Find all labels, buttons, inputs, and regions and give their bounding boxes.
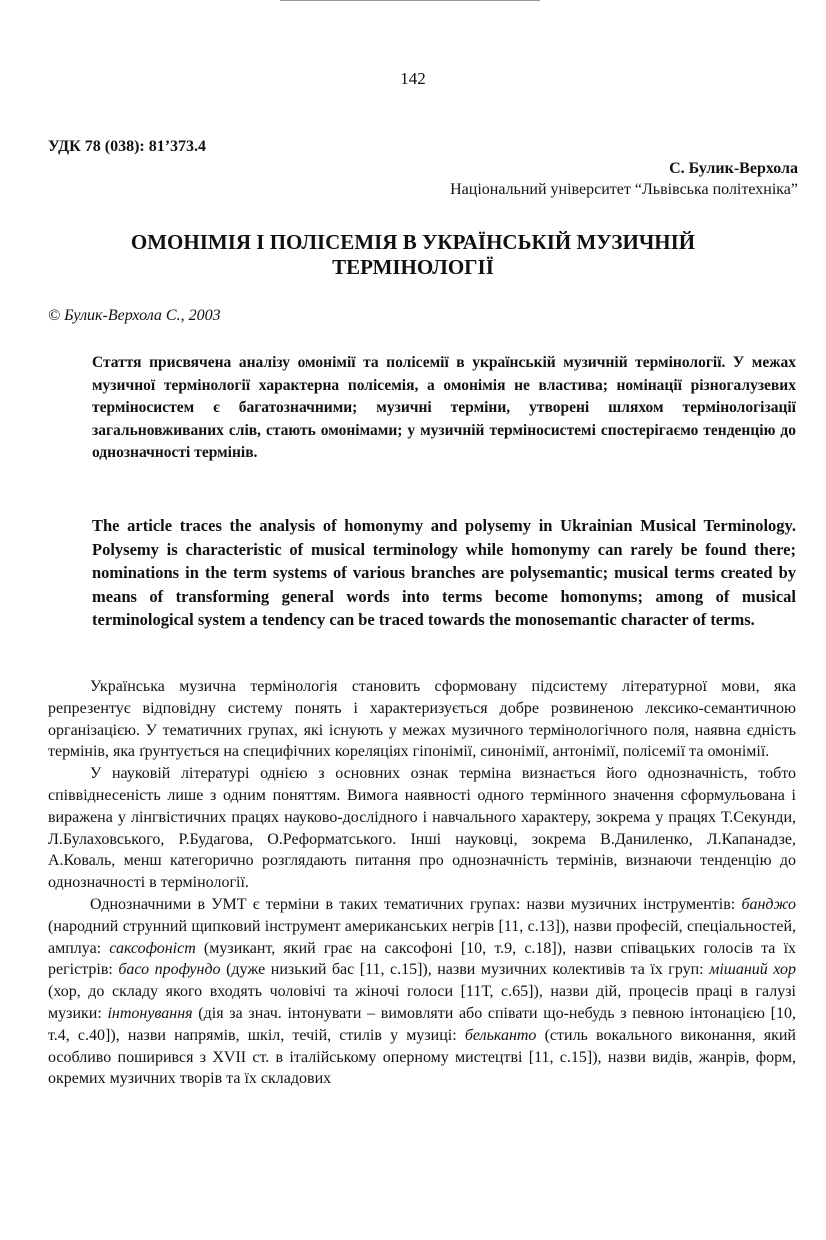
term-bel-canto: бельканто: [464, 1026, 537, 1044]
text-segment: (дія за знач. інтонувати – вимовляти або співати що-небудь з певною інтонацією [10, т.4, с.40]), назви напрямів, шкіл, течій, стилів у музиці:: [48, 1004, 796, 1044]
body-paragraph-2: У науковій літературі однією з основних ознак терміна визнається його однозначність, тобто співвіднесеність лише з одним поняттям. Вимога наявності одного термінного значення сформульована і виражена у лінгвістичних працях науково-дослідного і навчального характеру, зокрема у працях Т.Секунди, Л.Булаховського, Р.Будагова, О.Реформатського. Інші науковці, зокрема В.Даниленко, Л.Капанадзе, А.Коваль, менш категорично розглядають питання про однозначність термінів, визнаючи тенденцію до однозначності в термінології.: [48, 765, 796, 892]
author-name: С. Булик-Верхола: [669, 160, 798, 177]
term-banjo: банджо: [741, 895, 796, 913]
body-paragraph-1: Українська музична термінологія становить сформовану підсистему літературної мови, яка репрезентує відповідну систему понять і характеризується добре розвиненою лексико-семантичною організацією. У тематичних групах, які існують у межах музичного термінологічного поля, наявна єдність термінів, яка ґрунтується на специфічних кореляціях гіпонімії, синонімії, антонімії, полісемії та омонімії.: [48, 678, 796, 761]
text-segment: (музикант, який грає на саксофоні [10, т.9, с.18]), назви співацьких голосів та їх регістрів:: [48, 939, 797, 979]
article-title: ОМОНІМІЯ І ПОЛІСЕМІЯ В УКРАЇНСЬКІЙ МУЗИЧНІЙ ТЕРМІНОЛОГІЇ: [130, 230, 696, 279]
top-rule: [280, 0, 540, 1]
text-segment: (дуже низький бас [11, с.15]), назви музичних колективів та їх груп:: [220, 961, 710, 979]
term-basso-profundo: басо профундо: [118, 961, 221, 979]
abstract-english: The article traces the analysis of homonymy and polysemy in Ukrainian Musical Terminology. Polysemy is characteristic of musical terminology while homonymy can rarely be found there; nominations in the term systems of various branches are polysemantic; musical terms created by means of transforming general words into terms become homonyms; among of musical terminological system a tendency can be traced towards the monosemantic character of terms.: [92, 516, 796, 629]
text-segment: Однозначними в УМТ є терміни в таких тематичних групах: назви музичних інструментів:: [90, 895, 742, 913]
text-segment: (хор, до складу якого входять чоловічі та жіночі голоси [11Т, с.65]), назви дій, процесів праці в галузі музики:: [48, 983, 796, 1022]
abstract-ukrainian: Стаття присвячена аналізу омонімії та полісемії в українській музичній термінології. У межах музичної термінології характерна полісемія, а омонімія не властива; номінації різногалузевих терміносистем є багатозначними; музичні терміни, утворені шляхом термінологізації загальновживаних слів, стають омонімами; у музичній терміносистемі спостерігаємо тенденцію до однозначності термінів.: [92, 354, 796, 461]
text-segment: (народний струнний щипковий інструмент американських негрів [11, с.13]), назви професій, спеціальностей, амплуа:: [48, 917, 796, 957]
page-number: 142: [400, 69, 426, 88]
udc-code: УДК 78 (038): 81’373.4: [48, 138, 207, 155]
term-mixed-choir: мішаний хор: [709, 961, 796, 979]
text-segment: (стиль вокального виконання, який особливо поширився з XVII ст. в італійському оперному мистецтві [11, с.15]), назви видів, жанрів, форм, окремих музичних творів та їх складових: [48, 1026, 796, 1088]
article-body: [48, 676, 796, 1090]
author-affiliation: Національний університет “Львівська політехніка”: [450, 181, 798, 198]
body-paragraph-3: [48, 894, 796, 1090]
term-intonation: інтонування: [107, 1004, 193, 1022]
term-saxophonist: саксофоніст: [109, 939, 196, 957]
copyright-line: © Булик-Верхола С., 2003: [48, 307, 221, 324]
